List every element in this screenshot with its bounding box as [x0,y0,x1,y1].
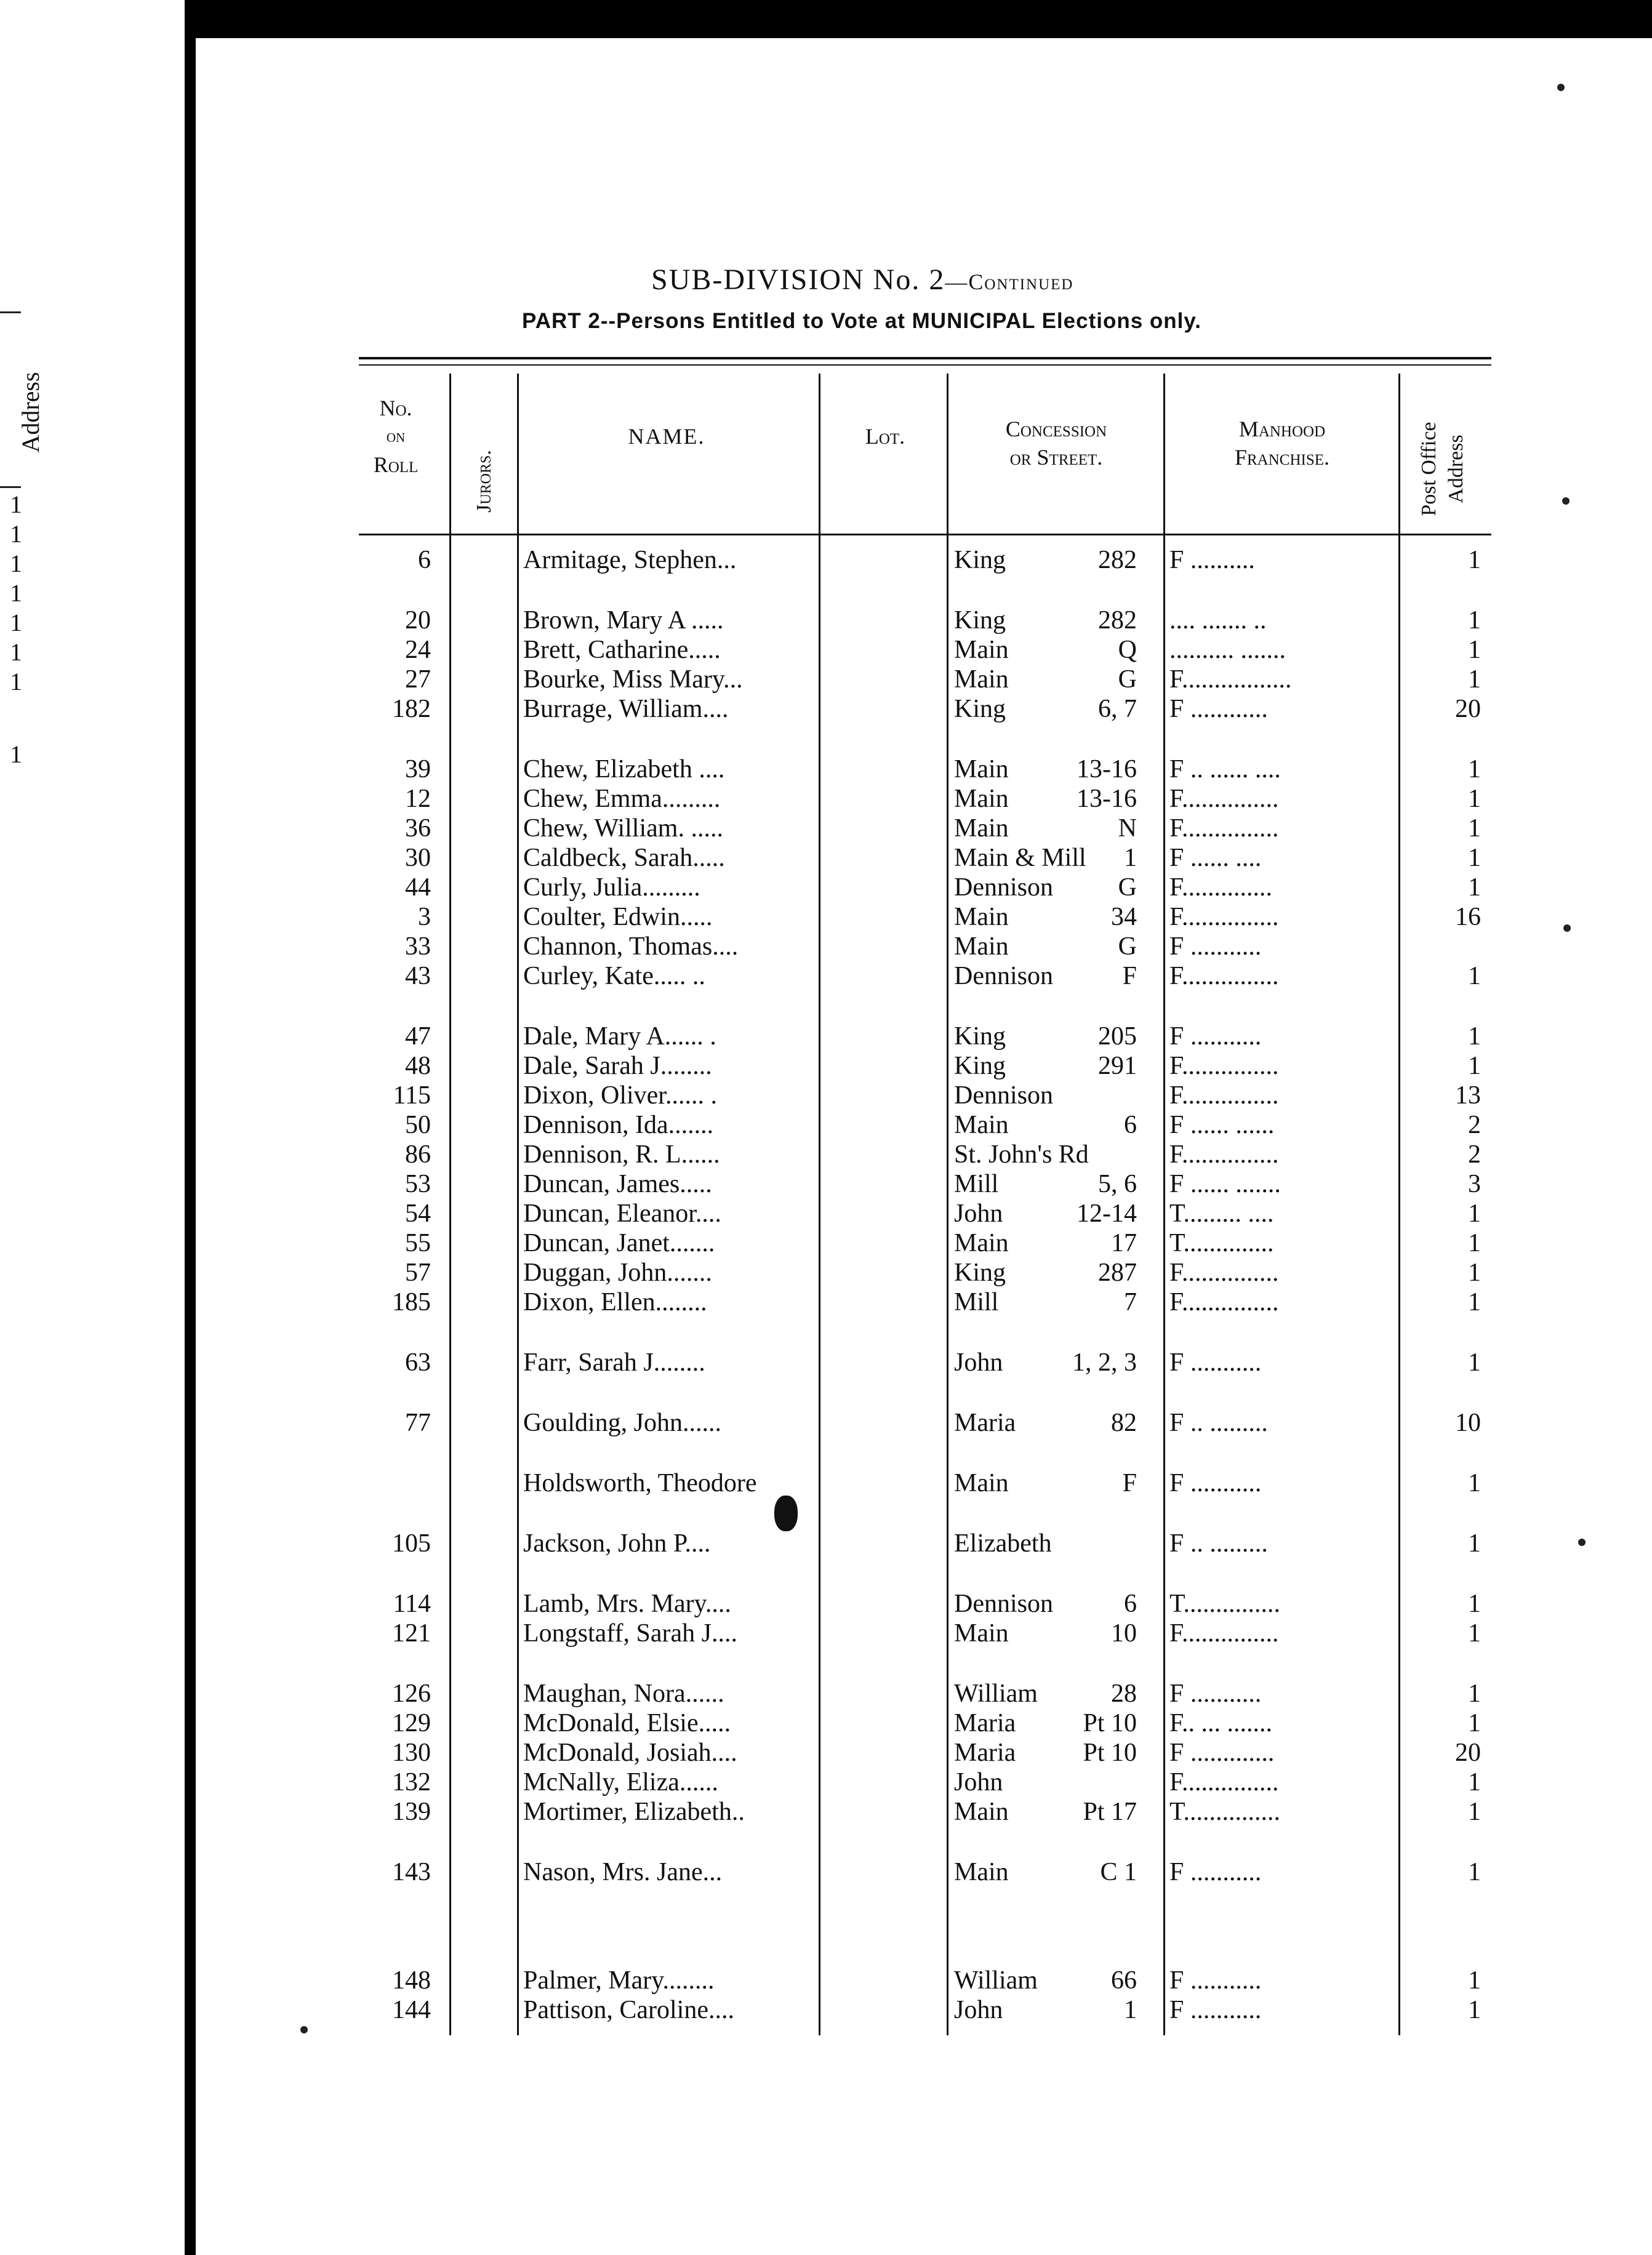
cell-no: 39 [405,755,431,783]
header-double-rule-bottom [359,364,1491,366]
cell-no: 50 [405,1111,431,1139]
cell-fr: F............... [1169,814,1279,843]
cell-no: 47 [405,1022,431,1051]
cell-fr: F ............ [1169,695,1268,723]
cell-fr: F .. ......... [1169,1409,1268,1437]
cell-fr: F............... [1169,1288,1279,1316]
cell-con: John [954,1768,1003,1796]
column-divider [449,374,451,2035]
left-strip-number: 1 [10,579,22,607]
cell-name: Goulding, John...... [523,1409,722,1437]
cell-name: McDonald, Josiah.... [523,1739,737,1767]
cell-name: Duncan, Janet....... [523,1229,715,1257]
title-continued: —Continued [945,270,1074,294]
cell-fr: F................. [1169,665,1292,694]
cell-lot: 6, 7 [1098,695,1137,723]
cell-fr: F ...... ....... [1169,1170,1281,1198]
cell-lot: 10 [1111,1619,1137,1648]
cell-lot: 17 [1111,1229,1137,1257]
cell-con: Main [954,932,1009,961]
cell-lot: 291 [1098,1052,1137,1080]
cell-no: 43 [405,962,431,990]
header-franchise-line1: Manhood [1238,417,1326,441]
scan-speck [1562,497,1570,505]
cell-fr: .......... ....... [1169,636,1286,664]
cell-no: 12 [405,785,431,813]
document-page [196,38,1652,2255]
cell-con: King [954,546,1006,574]
cell-no: 86 [405,1140,431,1169]
cell-po: 1 [1468,1200,1481,1228]
cell-lot: 6 [1124,1111,1137,1139]
cell-fr: F.. ... ....... [1169,1709,1272,1737]
cell-name: McNally, Eliza...... [523,1768,718,1796]
left-strip-number: 1 [10,609,22,636]
cell-no: 3 [418,903,431,931]
cell-con: Main [954,1469,1009,1497]
cell-fr: .... ....... .. [1169,606,1267,635]
cell-fr: F ........... [1169,1469,1262,1497]
cell-po: 1 [1468,1529,1481,1558]
left-strip-header: Address [17,372,44,453]
cell-name: Nason, Mrs. Jane... [523,1858,723,1886]
cell-con: Main [954,1111,1009,1139]
cell-no: 132 [392,1768,431,1796]
cell-con: King [954,1052,1006,1080]
cell-fr: F ........... [1169,1858,1262,1886]
cell-fr: T............... [1169,1590,1281,1618]
cell-con: St. John's Rd [954,1140,1089,1169]
cell-lot: 28 [1111,1680,1137,1708]
cell-fr: F............... [1169,1259,1279,1287]
cell-name: Holdsworth, Theodore [523,1469,757,1497]
cell-lot: Q [1118,636,1137,664]
cell-no: 24 [405,636,431,664]
left-strip-rule [0,311,21,313]
cell-po: 16 [1455,903,1481,931]
cell-fr: F ........... [1169,1022,1262,1051]
cell-po: 1 [1468,1966,1481,1995]
cell-po: 1 [1468,962,1481,990]
cell-po: 1 [1468,665,1481,694]
cell-name: Dale, Mary A...... . [523,1022,716,1051]
cell-no: 30 [405,844,431,872]
cell-no: 114 [393,1590,431,1618]
cell-no: 55 [405,1229,431,1257]
cell-lot: Pt 10 [1083,1739,1137,1767]
cell-name: Mortimer, Elizabeth.. [523,1798,745,1826]
header-concession-line1: Concession [1005,417,1107,441]
cell-lot: 7 [1124,1288,1137,1316]
header-on-line: on [386,426,406,446]
cell-name: Brown, Mary A ..... [523,606,724,635]
cell-po: 1 [1468,814,1481,843]
cell-lot: C 1 [1100,1858,1137,1886]
header-post-office-line2: Address [1445,435,1467,503]
cell-fr: F .. ......... [1169,1529,1268,1558]
cell-lot: F [1122,962,1137,990]
cell-lot: N [1118,814,1137,843]
scan-speck [1557,84,1565,91]
cell-con: Elizabeth [954,1529,1052,1558]
cell-name: Caldbeck, Sarah..... [523,844,725,872]
cell-po: 1 [1468,1590,1481,1618]
cell-con: John [954,1348,1003,1377]
cell-con: King [954,1259,1006,1287]
cell-con: Main [954,785,1009,813]
cell-lot: 282 [1098,546,1137,574]
cell-po: 1 [1468,1768,1481,1796]
cell-lot: 1, 2, 3 [1072,1348,1137,1377]
cell-name: Coulter, Edwin..... [523,903,713,931]
cell-name: Dixon, Ellen........ [523,1288,707,1316]
cell-lot: 12-14 [1077,1200,1137,1228]
cell-lot: 34 [1111,903,1137,931]
cell-no: 48 [405,1052,431,1080]
cell-fr: F ........... [1169,1996,1262,2024]
cell-name: Jackson, John P.... [523,1529,711,1558]
cell-name: Farr, Sarah J........ [523,1348,705,1377]
cell-lot: G [1118,665,1137,694]
cell-name: Palmer, Mary........ [523,1966,715,1995]
cell-con: King [954,606,1006,635]
cell-con: Main & Mill [954,844,1086,872]
cell-po: 1 [1468,636,1481,664]
cell-con: King [954,695,1006,723]
cell-name: Chew, Elizabeth .... [523,755,725,783]
cell-lot: 1 [1124,1996,1137,2024]
cell-name: Brett, Catharine..... [523,636,721,664]
cell-no: 185 [392,1288,431,1316]
cell-fr: F.............. [1169,873,1272,902]
cell-name: Longstaff, Sarah J.... [523,1619,737,1648]
column-divider [1163,374,1165,2035]
header-post-office-line1: Post Office [1417,422,1440,516]
cell-name: Pattison, Caroline.... [523,1996,734,2024]
cell-no: 105 [392,1529,431,1558]
cell-no: 6 [418,546,431,574]
cell-no: 36 [405,814,431,843]
cell-con: Maria [954,1409,1016,1437]
left-strip-number: 1 [10,491,22,518]
cell-lot: 205 [1098,1022,1137,1051]
left-strip-number: 1 [10,668,22,695]
cell-po: 13 [1455,1081,1481,1110]
page-title [651,263,1267,297]
cell-lot: Pt 17 [1083,1798,1137,1826]
cell-con: William [954,1680,1038,1708]
cell-no: 20 [405,606,431,635]
cell-po: 1 [1468,1858,1481,1886]
cell-name: Dixon, Oliver...... . [523,1081,717,1110]
cell-po: 2 [1468,1111,1481,1139]
cell-fr: F............... [1169,903,1279,931]
header-double-rule-top [359,357,1491,359]
cell-fr: F ...... ...... [1169,1111,1275,1139]
cell-fr: F............... [1169,962,1279,990]
cell-con: Main [954,755,1009,783]
cell-po: 1 [1468,1348,1481,1377]
header-post-office [1416,407,1477,531]
cell-con: Main [954,1798,1009,1826]
left-strip-rule [0,486,21,488]
cell-con: John [954,1200,1003,1228]
cell-no: 182 [392,695,431,723]
left-strip-number: 1 [10,638,22,666]
title-text: SUB-DIVISION No. 2 [651,263,945,296]
cell-po: 1 [1468,1288,1481,1316]
cell-con: Main [954,814,1009,843]
header-concession [952,415,1161,471]
cell-name: Channon, Thomas.... [523,932,739,961]
cell-name: Armitage, Stephen... [523,546,737,574]
left-strip-number: 1 [10,520,22,548]
cell-po: 1 [1468,1680,1481,1708]
cell-no: 33 [405,932,431,961]
cell-no: 27 [405,665,431,694]
left-strip-number: 1 [10,740,22,768]
cell-no: 121 [392,1619,431,1648]
cell-no: 54 [405,1200,431,1228]
cell-lot: 1 [1124,844,1137,872]
cell-lot: 287 [1098,1259,1137,1287]
cell-no: 148 [392,1966,431,1995]
cell-fr: F ........... [1169,1348,1262,1377]
scan-speck [1578,1539,1586,1546]
cell-lot: 13-16 [1077,785,1137,813]
cell-po: 10 [1455,1409,1481,1437]
cell-po: 1 [1468,844,1481,872]
cell-no: 144 [392,1996,431,2024]
cell-po: 1 [1468,755,1481,783]
cell-po: 1 [1468,606,1481,635]
header-franchise [1168,415,1396,471]
header-franchise-line2: Franchise. [1234,445,1330,470]
cell-fr: F............... [1169,1768,1279,1796]
cell-fr: F............... [1169,1052,1279,1080]
cell-fr: F ............. [1169,1739,1275,1767]
cell-po: 1 [1468,785,1481,813]
cell-fr: T............... [1169,1798,1281,1826]
previous-page-strip [0,0,185,2255]
cell-name: McDonald, Elsie..... [523,1709,731,1737]
cell-fr: T.............. [1169,1229,1274,1257]
cell-fr: F ...... .... [1169,844,1262,872]
cell-lot: G [1118,873,1137,902]
scan-speck [1563,924,1571,932]
cell-con: Main [954,1858,1009,1886]
cell-name: Bourke, Miss Mary... [523,665,743,694]
cell-name: Duncan, Eleanor.... [523,1200,721,1228]
cell-lot: G [1118,932,1137,961]
cell-name: Chew, William. ..... [523,814,723,843]
cell-no: 53 [405,1170,431,1198]
cell-fr: F ........... [1169,1680,1262,1708]
cell-po: 3 [1468,1170,1481,1198]
scan-speck [300,2026,308,2033]
cell-no: 63 [405,1348,431,1377]
header-lot: Lot. [865,424,905,449]
header-no-on-roll [347,394,445,479]
cell-con: William [954,1966,1038,1995]
header-name: NAME. [628,424,705,449]
cell-fr: F............... [1169,1619,1279,1648]
header-bottom-rule [359,534,1491,535]
cell-no: 77 [405,1409,431,1437]
cell-con: Main [954,636,1009,664]
cell-po: 1 [1468,546,1481,574]
cell-po: 1 [1468,1996,1481,2024]
cell-fr: F ........... [1169,1966,1262,1995]
cell-name: Duncan, James..... [523,1170,712,1198]
cell-lot: 66 [1111,1966,1137,1995]
cell-fr: F............... [1169,1140,1279,1169]
page-subtitle: PART 2--Persons Entitled to Vote at MUNICIPAL Elections only. [522,309,1201,333]
cell-po: 1 [1468,1469,1481,1497]
cell-name: Curly, Julia......... [523,873,700,902]
cell-con: Main [954,665,1009,694]
cell-po: 1 [1468,1259,1481,1287]
cell-con: Maria [954,1709,1016,1737]
cell-po: 1 [1468,1709,1481,1737]
cell-name: Burrage, William.... [523,695,729,723]
cell-po: 1 [1468,1229,1481,1257]
header-roll-line: Roll [373,452,419,477]
cell-name: Dale, Sarah J........ [523,1052,712,1080]
cell-no: 115 [393,1081,431,1110]
cell-name: Dennison, R. L...... [523,1140,720,1169]
cell-no: 129 [392,1709,431,1737]
cell-no: 44 [405,873,431,902]
cell-fr: T......... .... [1169,1200,1274,1228]
cell-name: Lamb, Mrs. Mary.... [523,1590,731,1618]
cell-con: Main [954,903,1009,931]
cell-name: Dennison, Ida....... [523,1111,714,1139]
cell-po: 1 [1468,1052,1481,1080]
header-no-line: No. [379,396,412,420]
cell-name: Curley, Kate..... .. [523,962,705,990]
cell-con: Main [954,1619,1009,1648]
cell-lot: 5, 6 [1098,1170,1137,1198]
column-divider [1398,374,1400,2035]
cell-fr: F............... [1169,785,1279,813]
cell-name: Duggan, John....... [523,1259,712,1287]
cell-po: 20 [1455,695,1481,723]
header-jurors: Jurors. [473,450,495,513]
cell-con: John [954,1996,1003,2024]
cell-po: 1 [1468,1022,1481,1051]
cell-fr: F............... [1169,1081,1279,1110]
cell-con: Mill [954,1170,999,1198]
cell-lot: 282 [1098,606,1137,635]
cell-name: Chew, Emma......... [523,785,721,813]
cell-con: Dennison [954,962,1053,990]
cell-no: 126 [392,1680,431,1708]
cell-no: 57 [405,1259,431,1287]
ink-blot [774,1496,798,1531]
cell-lot: F [1122,1469,1137,1497]
cell-fr: F .. ...... .... [1169,755,1281,783]
cell-fr: F ........... [1169,932,1262,961]
left-strip-number: 1 [10,550,22,577]
cell-lot: 6 [1124,1590,1137,1618]
cell-con: Maria [954,1739,1016,1767]
cell-lot: Pt 10 [1083,1709,1137,1737]
cell-con: King [954,1022,1006,1051]
header-concession-line2: or Street. [1009,445,1103,470]
cell-no: 143 [392,1858,431,1886]
cell-con: Main [954,1229,1009,1257]
cell-fr: F .......... [1169,546,1255,574]
cell-no: 139 [392,1798,431,1826]
cell-con: Dennison [954,1590,1053,1618]
cell-con: Dennison [954,1081,1053,1110]
cell-po: 2 [1468,1140,1481,1169]
cell-lot: 82 [1111,1409,1137,1437]
cell-name: Maughan, Nora...... [523,1680,724,1708]
cell-lot: 13-16 [1077,755,1137,783]
cell-po: 1 [1468,1619,1481,1648]
cell-con: Mill [954,1288,999,1316]
cell-po: 20 [1455,1739,1481,1767]
column-divider [517,374,519,2035]
cell-po: 1 [1468,873,1481,902]
cell-no: 130 [392,1739,431,1767]
cell-con: Dennison [954,873,1053,902]
cell-po: 1 [1468,1798,1481,1826]
